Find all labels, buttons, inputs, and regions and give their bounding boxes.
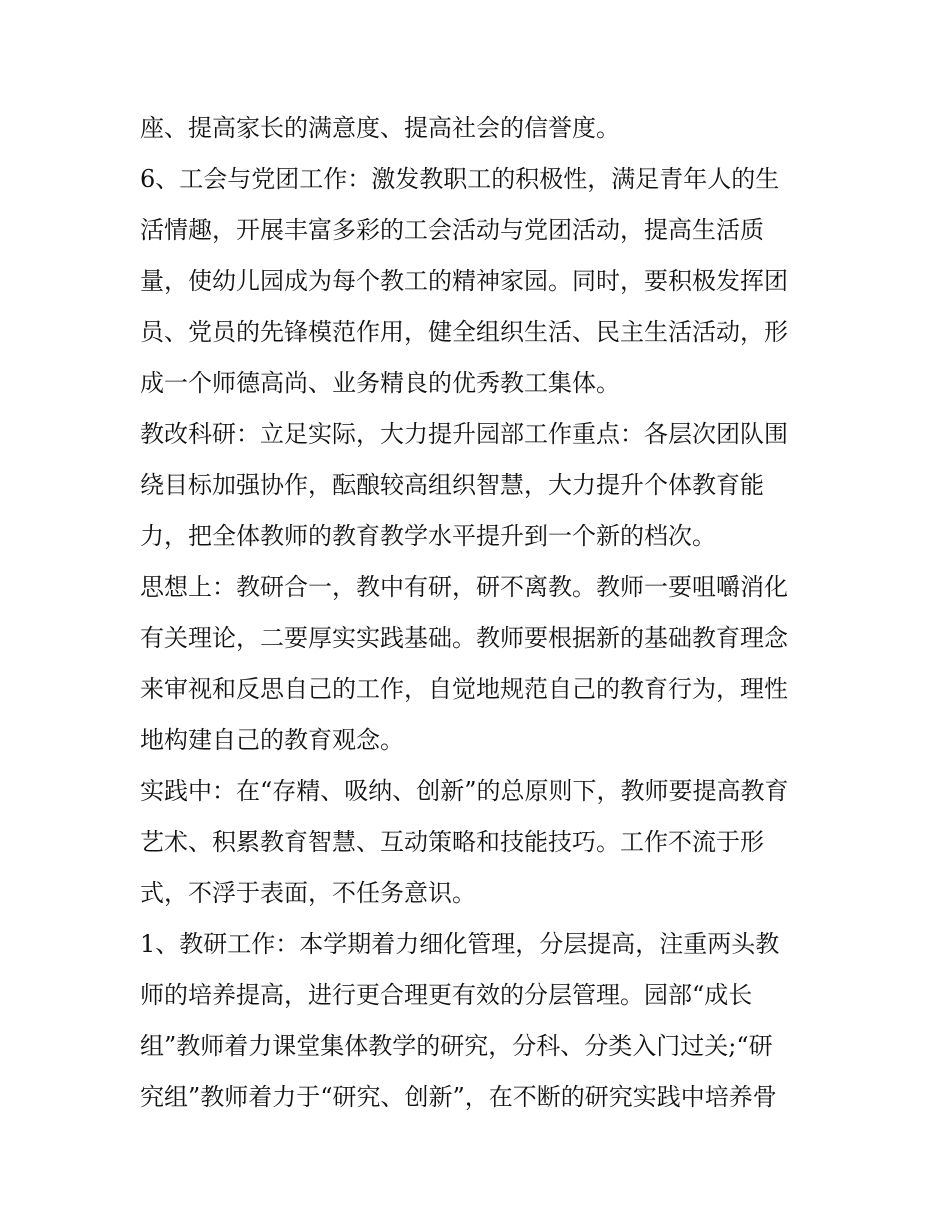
text-line: 员、党员的先锋模范作用，健全组织生活、民主生活活动，形 (140, 318, 788, 346)
text-line: 教改科研：立足实际，大力提升园部工作重点：各层次团队围 (140, 420, 788, 448)
text-line: 思想上：教研合一，教中有研，研不离教。教师一要咀嚼消化 (140, 573, 788, 601)
text-line: 艺术、积累教育智慧、互动策略和技能技巧。工作不流于形 (140, 828, 764, 856)
text-line: 成一个师德高尚、业务精良的优秀教工集体。 (140, 369, 620, 397)
text-line: 6、工会与党团工作：激发教职工的积极性，满足青年人的生 (140, 165, 780, 193)
text-line: 1、教研工作：本学期着力细化管理，分层提高，注重两头教 (140, 930, 780, 958)
text-line: 力，把全体教师的教育教学水平提升到一个新的档次。 (140, 522, 716, 550)
text-line: 量，使幼儿园成为每个教工的精神家园。同时，要积极发挥团 (140, 267, 788, 295)
text-line: 活情趣，开展丰富多彩的工会活动与党团活动，提高生活质 (140, 216, 764, 244)
text-line: 组”教师着力课堂集体教学的研究，分科、分类入门过关;“研 (140, 1032, 773, 1060)
text-line: 究组”教师着力于“研究、创新”，在不断的研究实践中培养骨 (140, 1083, 777, 1111)
text-line: 座、提高家长的满意度、提高社会的信誉度。 (140, 114, 620, 142)
text-line: 有关理论，二要厚实实践基础。教师要根据新的基础教育理念 (140, 624, 788, 652)
text-line: 实践中：在“存精、吸纳、创新”的总原则下，教师要提高教育 (140, 777, 789, 805)
text-line: 来审视和反思自己的工作，自觉地规范自己的教育行为，理性 (140, 675, 788, 703)
text-line: 师的培养提高，进行更合理更有效的分层管理。园部“成长 (140, 981, 753, 1009)
text-line: 式，不浮于表面，不任务意识。 (140, 879, 476, 907)
text-line: 地构建自己的教育观念。 (140, 726, 404, 754)
document-body (140, 103, 820, 1123)
text-line: 绕目标加强协作，酝酿较高组织智慧，大力提升个体教育能 (140, 471, 764, 499)
